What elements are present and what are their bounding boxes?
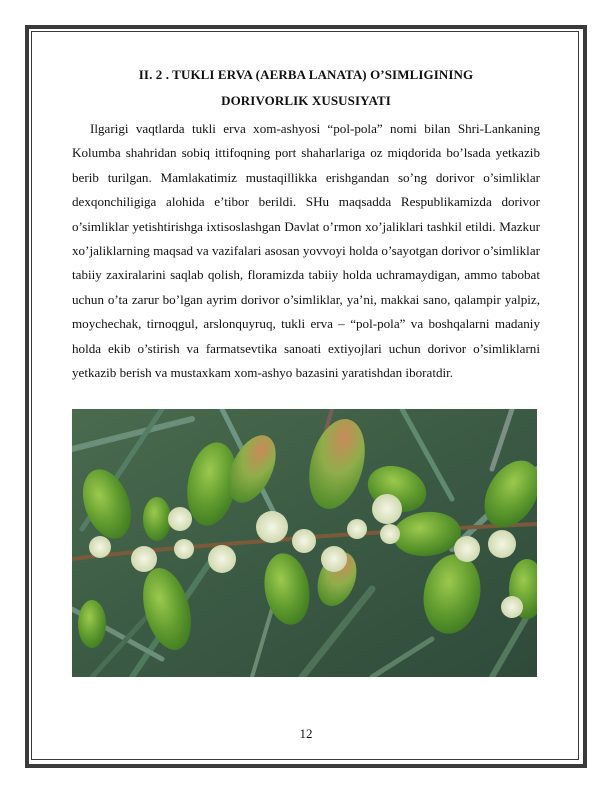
page-number: 12 — [299, 726, 313, 741]
section-heading-line-2: DORIVORLIK XUSUSIYATI — [221, 93, 391, 108]
body-paragraph: Ilgarigi vaqtlarda tukli erva xom-ashyosi “pol-pola” nomi bilan Shri-Lankaning Kolumba shahridan sobiq ittifoqning port shaharlariga oz miqdorida bo’lsada yetkazib berib turilgan. Mamlakatimiz mustaqillikka erishgandan so’ng dorivor o’simliklar dexqonchiligiga alohida e’tibor berildi. SHu maqsadda Respublikamizda dorivor o’simliklar yetishtirishga ixtisoslashgan Davlat o’rmon xo’jaliklari tashkil etildi. Mazkur xo’jaliklarning maqsad va vazifalari asosan yovvoyi holda o’sayotgan dorivor o’simliklar tabiiy zaxiralarini saqlab qolish, floramizda tabiiy holda uchramaydigan, ammo tabobat uchun o’ta zarur bo’lgan ayrim dorivor o’simliklar, ya’ni, makkai sano, qalampir yalpiz, moychechak, tirnoqgul, arslonquyruq, tukli erva – “pol-pola” va boshqalarni madaniy holda ekib o’stirish va farmatsevtika sanoati extiyojlari uchun dorivor o’simliklarni yetkazib berish va mustaxkam xom-ashyo bazasini yaratishdan iboratdir. — [72, 121, 540, 381]
section-heading-line-1: II. 2 . TUKLI ERVA (AERBA LANATA) O’SIMLIGINING — [138, 67, 474, 82]
plant-photo — [72, 409, 537, 677]
